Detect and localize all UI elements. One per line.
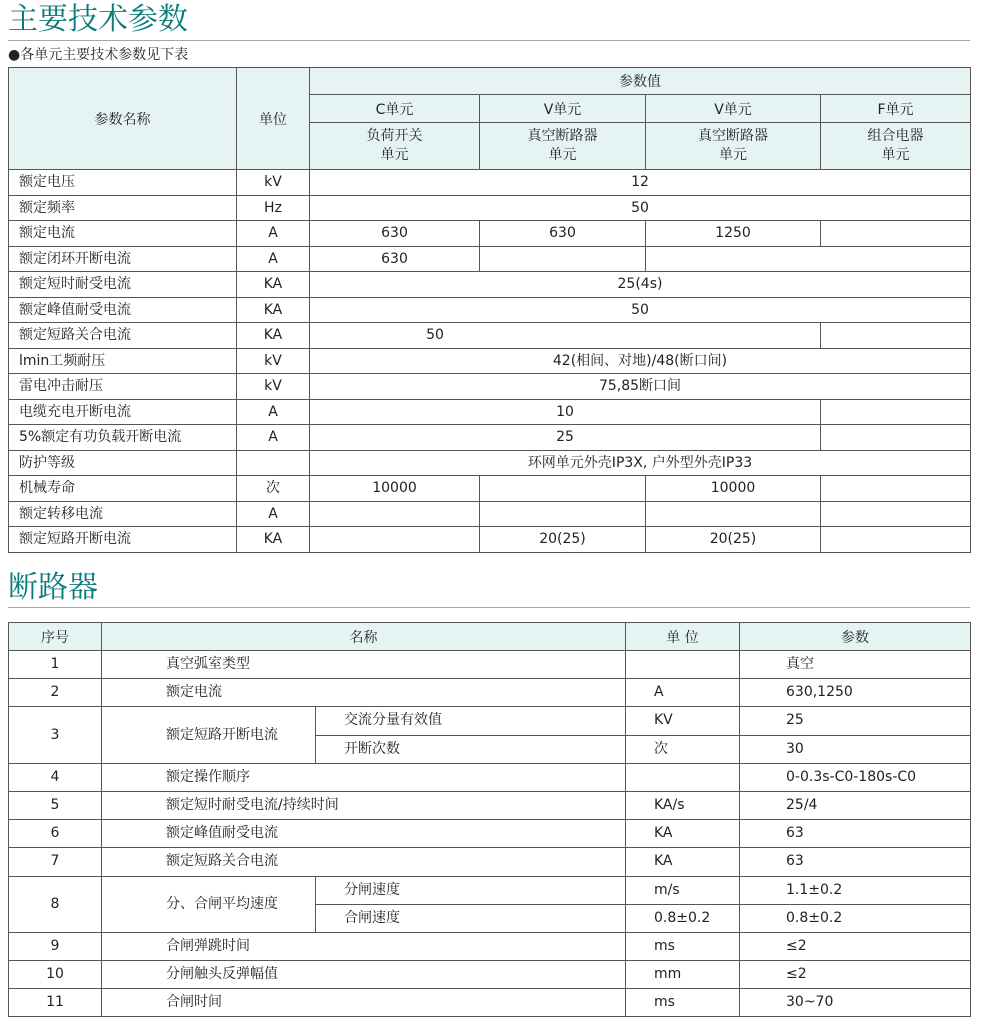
row-unit: KV [626,707,740,735]
param-value-v1: 20(25) [480,527,646,553]
header-no: 序号 [9,623,102,651]
table-row [9,932,971,960]
param-value-text: 50 [426,327,444,344]
table-row [9,170,971,196]
row-name: 合闸弹跳时间 [102,932,626,960]
row-sub-name: 合闸速度 [316,904,626,932]
table-row [9,323,971,349]
param-name: 额定电流 [9,221,237,247]
param-value-v2: 1250 [646,221,821,247]
table-header-row [9,623,971,651]
param-unit: A [237,501,310,527]
param-unit: Hz [237,195,310,221]
table-row [9,425,971,451]
row-no: 5 [9,791,102,819]
row-name: 合闸时间 [102,989,626,1017]
param-value-c: 630 [310,246,480,272]
row-value: 63 [740,848,971,876]
table-row [9,476,971,502]
header-unit-desc [480,123,646,170]
row-no: 3 [9,707,102,763]
row-unit: KA [626,820,740,848]
row-value: 1.1±0.2 [740,876,971,904]
param-name: 额定转移电流 [9,501,237,527]
row-no: 4 [9,763,102,791]
header-unit-desc [646,123,821,170]
table-row [9,679,971,707]
title-divider [8,607,970,608]
header-param-values: 参数值 [310,68,971,95]
param-value-f [821,323,971,349]
param-value-empty [646,246,971,272]
param-name: 防护等级 [9,450,237,476]
param-value-f [821,399,971,425]
param-name: 额定短时耐受电流 [9,272,237,298]
header-desc-line: 单元 [548,147,577,163]
row-unit [626,763,740,791]
table-row [9,876,971,904]
row-unit: 次 [626,735,740,763]
param-value-c: 10000 [310,476,480,502]
row-name: 额定短路开断电流 [102,707,316,763]
param-name: 额定频率 [9,195,237,221]
param-value-v2: 20(25) [646,527,821,553]
table-row [9,348,971,374]
breaker-params-table [8,622,971,1017]
table-row [9,989,971,1017]
param-value-v2 [646,501,821,527]
row-unit: A [626,679,740,707]
param-unit [237,450,310,476]
row-name: 额定操作顺序 [102,763,626,791]
table-row [9,820,971,848]
param-name: lmin工频耐压 [9,348,237,374]
row-unit: m/s [626,876,740,904]
header-desc-line: 真空断路器 [527,128,598,144]
param-unit: A [237,399,310,425]
table-row [9,651,971,679]
row-no: 7 [9,848,102,876]
section-title-main-params: 主要技术参数 [8,2,188,37]
row-unit: KA [626,848,740,876]
header-unit-desc [821,123,971,170]
table-row [9,399,971,425]
row-value: 0.8±0.2 [740,904,971,932]
row-no: 9 [9,932,102,960]
header-name: 名称 [102,623,626,651]
param-value: 42(相间、对地)/48(断口间) [310,348,971,374]
row-unit: 0.8±0.2 [626,904,740,932]
row-no: 8 [9,876,102,932]
table-row [9,791,971,819]
param-unit: kV [237,170,310,196]
param-name: 机械寿命 [9,476,237,502]
param-unit: KA [237,297,310,323]
table-row [9,961,971,989]
param-unit: KA [237,272,310,298]
table-row [9,527,971,553]
table-row [9,221,971,247]
row-unit: mm [626,961,740,989]
header-unit-type: V单元 [646,95,821,123]
param-name: 电缆充电开断电流 [9,399,237,425]
row-no: 11 [9,989,102,1017]
table-row [9,848,971,876]
param-value-f [821,501,971,527]
param-unit: A [237,221,310,247]
header-desc-line: 组合电器 [867,128,924,144]
header-param-name: 参数名称 [9,68,237,170]
param-value: 50 [310,297,971,323]
header-unit-type: V单元 [480,95,646,123]
row-unit [626,651,740,679]
param-unit: kV [237,374,310,400]
row-name: 额定短路关合电流 [102,848,626,876]
header-desc-line: 单元 [719,147,747,163]
row-name: 额定峰值耐受电流 [102,820,626,848]
param-value: 12 [310,170,971,196]
param-value: 50 [310,195,971,221]
row-unit: ms [626,989,740,1017]
row-no: 1 [9,651,102,679]
param-value-v1 [480,476,646,502]
row-value: 630,1250 [740,679,971,707]
param-value-v1 [480,501,646,527]
row-value: ≤2 [740,961,971,989]
row-sub-name: 交流分量有效值 [316,707,626,735]
param-name: 额定电压 [9,170,237,196]
param-value-f [821,527,971,553]
table-row [9,501,971,527]
table-row [9,195,971,221]
row-value: 0-0.3s-C0-180s-C0 [740,763,971,791]
row-value: 30~70 [740,989,971,1017]
row-unit: KA/s [626,791,740,819]
param-unit: 次 [237,476,310,502]
row-no: 2 [9,679,102,707]
param-unit: KA [237,323,310,349]
row-value: 63 [740,820,971,848]
header-unit: 单 位 [626,623,740,651]
param-value-c [310,501,480,527]
row-sub-name: 分闸速度 [316,876,626,904]
table-row [9,246,971,272]
param-value-f [821,476,971,502]
table-row [9,297,971,323]
row-name: 分闸触头反弹幅值 [102,961,626,989]
table-row [9,374,971,400]
param-name: 额定闭环开断电流 [9,246,237,272]
table-header-row [9,68,971,95]
header-unit-type: C单元 [310,95,480,123]
param-value-v1: 630 [480,221,646,247]
param-unit: A [237,246,310,272]
table-row [9,450,971,476]
param-name: 额定短路开断电流 [9,527,237,553]
row-name: 额定短时耐受电流/持续时间 [102,791,626,819]
section-title-breaker: 断路器 [8,570,98,605]
param-value-v2: 10000 [646,476,821,502]
param-unit: kV [237,348,310,374]
row-unit: ms [626,932,740,960]
header-unit-type: F单元 [821,95,971,123]
param-unit: A [237,425,310,451]
param-value: 75,85断口间 [310,374,971,400]
row-value: ≤2 [740,932,971,960]
param-value-f [821,221,971,247]
row-name: 真空弧室类型 [102,651,626,679]
row-value: 真空 [740,651,971,679]
param-name: 额定峰值耐受电流 [9,297,237,323]
param-value-v1 [480,246,646,272]
header-value: 参数 [740,623,971,651]
row-sub-name: 开断次数 [316,735,626,763]
param-name: 额定短路关合电流 [9,323,237,349]
param-value: 25 [310,425,821,451]
row-value: 30 [740,735,971,763]
table-row [9,707,971,735]
row-value: 25 [740,707,971,735]
header-unit-desc [310,123,480,170]
param-value: 25(4s) [310,272,971,298]
param-unit: KA [237,527,310,553]
header-desc-line: 单元 [881,147,910,163]
param-value: 10 [310,399,821,425]
row-name: 额定电流 [102,679,626,707]
header-desc-line: 单元 [380,147,409,163]
param-value-c [310,527,480,553]
row-no: 10 [9,961,102,989]
table-row [9,763,971,791]
title-divider [8,40,970,41]
param-name: 5%额定有功负载开断电流 [9,425,237,451]
table-row [9,272,971,298]
row-name: 分、合闸平均速度 [102,876,316,932]
main-params-table [8,67,971,553]
table-note: ●各单元主要技术参数见下表 [8,47,189,63]
row-no: 6 [9,820,102,848]
header-unit: 单位 [237,68,310,170]
param-name: 雷电冲击耐压 [9,374,237,400]
header-desc-line: 负荷开关 [366,128,423,144]
param-value-f [821,425,971,451]
row-value: 25/4 [740,791,971,819]
param-value-c: 630 [310,221,480,247]
header-desc-line: 真空断路器 [698,128,768,144]
param-value: 环网单元外壳IP3X, 户外型外壳IP33 [310,450,971,476]
param-value [310,323,821,349]
